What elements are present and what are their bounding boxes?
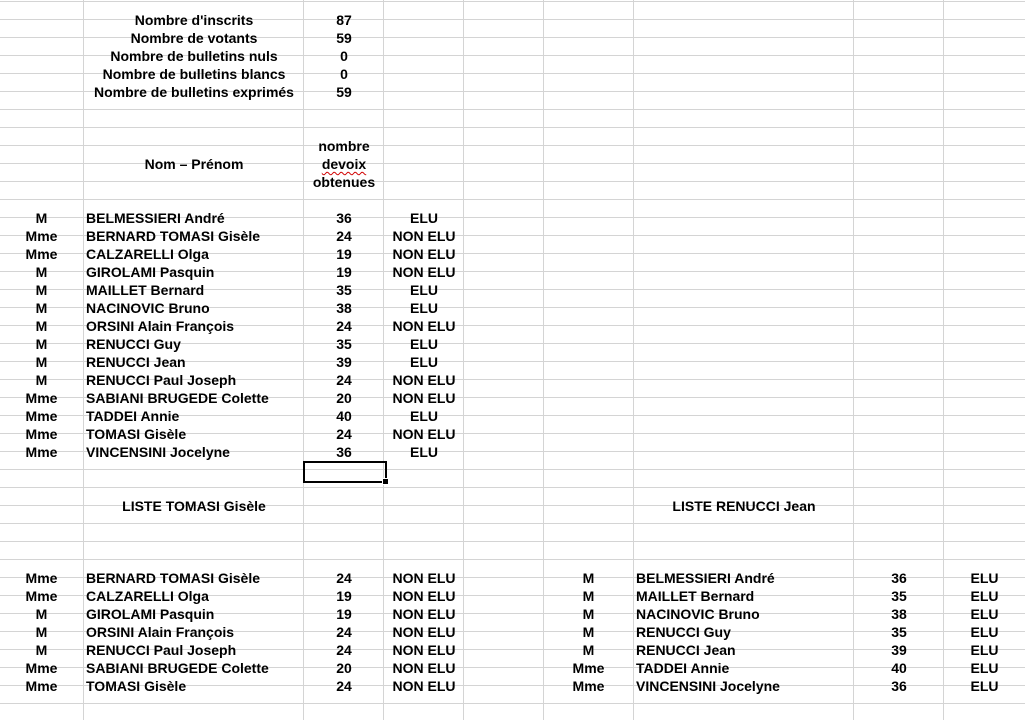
result-row-votes[interactable]: 24 <box>336 318 352 334</box>
header-name[interactable]: Nom – Prénom <box>144 156 244 172</box>
grid-row-line <box>0 523 1025 524</box>
renucci-row-civ[interactable]: M <box>582 624 595 640</box>
result-row-votes[interactable]: 24 <box>336 372 352 388</box>
result-row-status[interactable]: ELU <box>410 282 438 298</box>
result-row-civ[interactable]: M <box>35 336 48 352</box>
tomasi-row-status[interactable]: NON ELU <box>392 678 456 694</box>
result-row-status[interactable]: NON ELU <box>392 264 456 280</box>
grid-row-line <box>0 109 1025 110</box>
summary-value-exprimes[interactable]: 59 <box>336 84 352 100</box>
list-renucci-title[interactable]: LISTE RENUCCI Jean <box>672 498 816 514</box>
result-row-civ[interactable]: M <box>35 282 48 298</box>
grid-row-line <box>0 1 1025 2</box>
result-row-name[interactable]: NACINOVIC Bruno <box>86 300 210 316</box>
renucci-row-votes[interactable]: 38 <box>891 606 907 622</box>
result-row-votes[interactable]: 39 <box>336 354 352 370</box>
tomasi-row-status[interactable]: NON ELU <box>392 570 456 586</box>
result-row-civ[interactable]: Mme <box>25 426 58 442</box>
renucci-row-civ[interactable]: Mme <box>572 660 605 676</box>
grid-row-line <box>0 703 1025 704</box>
renucci-row-votes[interactable]: 35 <box>891 588 907 604</box>
result-row-civ[interactable]: M <box>35 264 48 280</box>
tomasi-row-civ[interactable]: M <box>35 606 48 622</box>
result-row-status[interactable]: NON ELU <box>392 318 456 334</box>
result-row-status[interactable]: ELU <box>410 210 438 226</box>
result-row-name[interactable]: VINCENSINI Jocelyne <box>86 444 230 460</box>
result-row-votes[interactable]: 40 <box>336 408 352 424</box>
header-votes-line2[interactable] <box>304 155 384 173</box>
result-row-status[interactable]: NON ELU <box>392 228 456 244</box>
summary-value-votants[interactable]: 59 <box>336 30 352 46</box>
renucci-row-name[interactable]: MAILLET Bernard <box>636 588 755 604</box>
result-row-civ[interactable]: Mme <box>25 444 58 460</box>
tomasi-row-votes[interactable]: 20 <box>336 660 352 676</box>
renucci-row-name[interactable]: TADDEI Annie <box>636 660 730 676</box>
result-row-votes[interactable]: 38 <box>336 300 352 316</box>
tomasi-row-name[interactable]: BERNARD TOMASI Gisèle <box>86 570 260 586</box>
result-row-status[interactable]: ELU <box>410 444 438 460</box>
grid-row-line <box>0 199 1025 200</box>
renucci-row-civ[interactable]: M <box>582 570 595 586</box>
tomasi-row-name[interactable]: TOMASI Gisèle <box>86 678 187 694</box>
tomasi-row-votes[interactable]: 19 <box>336 588 352 604</box>
renucci-row-name[interactable]: VINCENSINI Jocelyne <box>636 678 780 694</box>
renucci-row-civ[interactable]: M <box>582 588 595 604</box>
renucci-row-status[interactable]: ELU <box>970 660 999 676</box>
tomasi-row-votes[interactable]: 24 <box>336 642 352 658</box>
renucci-row-name[interactable]: RENUCCI Guy <box>636 624 731 640</box>
summary-value-inscrits[interactable]: 87 <box>336 12 352 28</box>
result-row-name[interactable]: RENUCCI Guy <box>86 336 181 352</box>
result-row-status[interactable]: NON ELU <box>392 390 456 406</box>
tomasi-row-status[interactable]: NON ELU <box>392 606 456 622</box>
grid-row-line <box>0 487 1025 488</box>
renucci-row-votes[interactable]: 39 <box>891 642 907 658</box>
result-row-civ[interactable]: Mme <box>25 390 58 406</box>
renucci-row-status[interactable]: ELU <box>970 570 999 586</box>
result-row-votes[interactable]: 36 <box>336 444 352 460</box>
result-row-status[interactable]: NON ELU <box>392 426 456 442</box>
renucci-row-name[interactable]: RENUCCI Jean <box>636 642 736 658</box>
result-row-name[interactable]: BELMESSIERI André <box>86 210 225 226</box>
result-row-votes[interactable]: 24 <box>336 426 352 442</box>
tomasi-row-votes[interactable]: 24 <box>336 678 352 694</box>
tomasi-row-status[interactable]: NON ELU <box>392 660 456 676</box>
summary-value-nuls[interactable]: 0 <box>340 48 348 64</box>
result-row-name[interactable]: CALZARELLI Olga <box>86 246 209 262</box>
result-row-votes[interactable]: 19 <box>336 264 352 280</box>
result-row-name[interactable]: MAILLET Bernard <box>86 282 205 298</box>
result-row-votes[interactable]: 35 <box>336 336 352 352</box>
result-row-votes[interactable]: 20 <box>336 390 352 406</box>
renucci-row-civ[interactable]: Mme <box>572 678 605 694</box>
result-row-name[interactable]: TOMASI Gisèle <box>86 426 187 442</box>
result-row-votes[interactable]: 19 <box>336 246 352 262</box>
result-row-status[interactable]: ELU <box>410 354 438 370</box>
result-row-civ[interactable]: Mme <box>25 228 58 244</box>
result-row-civ[interactable]: Mme <box>25 246 58 262</box>
tomasi-row-civ[interactable]: M <box>35 642 48 658</box>
renucci-row-status[interactable]: ELU <box>970 606 999 622</box>
tomasi-row-civ[interactable]: Mme <box>25 660 58 676</box>
tomasi-row-civ[interactable]: Mme <box>25 678 58 694</box>
result-row-name[interactable]: BERNARD TOMASI Gisèle <box>86 228 260 244</box>
result-row-status[interactable]: ELU <box>410 408 438 424</box>
header-votes-line3[interactable]: obtenues <box>312 174 376 190</box>
summary-label-votants[interactable]: Nombre de votants <box>130 30 258 46</box>
tomasi-row-name[interactable]: GIROLAMI Pasquin <box>86 606 215 622</box>
result-row-status[interactable]: NON ELU <box>392 372 456 388</box>
summary-value-blancs[interactable]: 0 <box>340 66 348 82</box>
active-cell-selection[interactable] <box>303 461 387 483</box>
result-row-name[interactable]: TADDEI Annie <box>86 408 180 424</box>
renucci-row-votes[interactable]: 36 <box>891 570 907 586</box>
renucci-row-name[interactable]: NACINOVIC Bruno <box>636 606 760 622</box>
result-row-name[interactable]: ORSINI Alain François <box>86 318 235 334</box>
tomasi-row-votes[interactable]: 24 <box>336 624 352 640</box>
grid-row-line <box>0 181 1025 182</box>
tomasi-row-votes[interactable]: 24 <box>336 570 352 586</box>
list-tomasi-title[interactable]: LISTE TOMASI Gisèle <box>122 498 266 514</box>
result-row-civ[interactable]: Mme <box>25 408 58 424</box>
result-row-status[interactable]: ELU <box>410 300 438 316</box>
result-row-status[interactable]: NON ELU <box>392 246 456 262</box>
summary-label-inscrits[interactable]: Nombre d'inscrits <box>134 12 254 28</box>
result-row-votes[interactable]: 35 <box>336 282 352 298</box>
summary-label-nuls[interactable]: Nombre de bulletins nuls <box>110 48 278 64</box>
header-votes-line1[interactable]: nombre <box>318 138 370 154</box>
renucci-row-votes[interactable]: 36 <box>891 678 907 694</box>
renucci-row-civ[interactable]: M <box>582 642 595 658</box>
tomasi-row-name[interactable]: ORSINI Alain François <box>86 624 235 640</box>
grid-row-line <box>0 559 1025 560</box>
result-row-civ[interactable]: M <box>35 372 48 388</box>
tomasi-row-name[interactable]: SABIANI BRUGEDE Colette <box>86 660 269 676</box>
grid-row-line <box>0 469 1025 470</box>
renucci-row-status[interactable]: ELU <box>970 678 999 694</box>
tomasi-row-civ[interactable]: M <box>35 624 48 640</box>
renucci-row-name[interactable]: BELMESSIERI André <box>636 570 775 586</box>
result-row-civ[interactable]: M <box>35 318 48 334</box>
result-row-status[interactable]: ELU <box>410 336 438 352</box>
result-row-name[interactable]: RENUCCI Paul Joseph <box>86 372 237 388</box>
tomasi-row-status[interactable]: NON ELU <box>392 624 456 640</box>
tomasi-row-civ[interactable]: Mme <box>25 588 58 604</box>
grid-row-line <box>0 541 1025 542</box>
tomasi-row-status[interactable]: NON ELU <box>392 642 456 658</box>
result-row-civ[interactable]: M <box>35 354 48 370</box>
fill-handle[interactable] <box>382 478 389 485</box>
tomasi-row-name[interactable]: RENUCCI Paul Joseph <box>86 642 237 658</box>
renucci-row-votes[interactable]: 40 <box>891 660 907 676</box>
tomasi-row-civ[interactable]: Mme <box>25 570 58 586</box>
result-row-name[interactable]: GIROLAMI Pasquin <box>86 264 215 280</box>
tomasi-row-name[interactable]: CALZARELLI Olga <box>86 588 209 604</box>
result-row-votes[interactable]: 36 <box>336 210 352 226</box>
summary-label-exprimes[interactable]: Nombre de bulletins exprimés <box>94 84 294 100</box>
renucci-row-civ[interactable]: M <box>582 606 595 622</box>
result-row-civ[interactable]: M <box>35 210 48 226</box>
grid-row-line <box>0 127 1025 128</box>
tomasi-row-status[interactable]: NON ELU <box>392 588 456 604</box>
grid-row-line <box>0 145 1025 146</box>
renucci-row-votes[interactable]: 35 <box>891 624 907 640</box>
result-row-name[interactable]: SABIANI BRUGEDE Colette <box>86 390 269 406</box>
result-row-civ[interactable]: M <box>35 300 48 316</box>
result-row-votes[interactable]: 24 <box>336 228 352 244</box>
header-votes-line2-text: devoix <box>321 156 367 172</box>
result-row-name[interactable]: RENUCCI Jean <box>86 354 186 370</box>
tomasi-row-votes[interactable]: 19 <box>336 606 352 622</box>
renucci-row-status[interactable]: ELU <box>970 624 999 640</box>
renucci-row-status[interactable]: ELU <box>970 588 999 604</box>
renucci-row-status[interactable]: ELU <box>970 642 999 658</box>
summary-label-blancs[interactable]: Nombre de bulletins blancs <box>102 66 286 82</box>
